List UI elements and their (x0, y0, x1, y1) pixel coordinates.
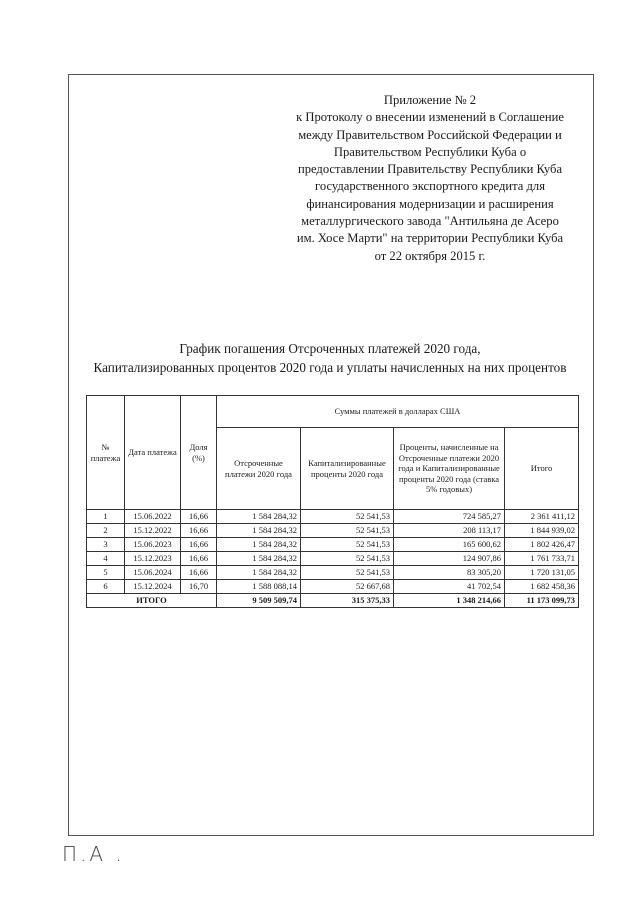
header-line: финансирования модернизации и расширения (306, 196, 554, 211)
payment-schedule-table (86, 395, 579, 608)
cell-total: 1 682 458,36 (505, 580, 579, 594)
cell-interest: 165 600,62 (394, 538, 505, 552)
header-line: предоставлении Правительству Республики Куба (297, 162, 563, 177)
header-line: Приложение № 2 (383, 93, 477, 107)
cell-share: 16,66 (181, 538, 217, 552)
cell-share: 16,66 (181, 566, 217, 580)
cell-num: 1 (87, 510, 125, 524)
appendix-header (268, 92, 592, 265)
header-line: к Протоколу о внесении изменений в Соглашение (296, 110, 564, 125)
cell-interest: 724 585,27 (394, 510, 505, 524)
cell-total: 1 844 939,02 (505, 524, 579, 538)
cell-capitalized: 52 541,53 (301, 538, 394, 552)
table-row (87, 538, 579, 552)
cell-share: 16,66 (181, 552, 217, 566)
handwritten-initials: П.А . (62, 842, 125, 866)
cell-total: 1 761 733,71 (505, 552, 579, 566)
header-interest: Проценты, начисленные на Отсроченные платежи 2020 года и Капитализированные проценты 2020 года (ставка 5% годовых) (394, 428, 505, 510)
cell-capitalized: 52 541,53 (301, 566, 394, 580)
cell-interest: 41 702,54 (394, 580, 505, 594)
header-payment-date: Дата платежа (125, 396, 181, 510)
cell-deferred: 1 588 088,14 (217, 580, 301, 594)
header-line: между Правительством Российской Федерации и (298, 127, 562, 142)
table-row (87, 566, 579, 580)
cell-total: 2 361 411,12 (505, 510, 579, 524)
totals-capitalized: 315 375,33 (301, 594, 394, 608)
cell-share: 16,66 (181, 524, 217, 538)
cell-date: 15.12.2022 (125, 524, 181, 538)
cell-date: 15.06.2022 (125, 510, 181, 524)
cell-num: 5 (87, 566, 125, 580)
cell-deferred: 1 584 284,32 (217, 510, 301, 524)
cell-deferred: 1 584 284,32 (217, 566, 301, 580)
table-row (87, 552, 579, 566)
totals-label: ИТОГО (87, 594, 217, 608)
table-row (87, 524, 579, 538)
header-deferred: Отсроченные платежи 2020 года (217, 428, 301, 510)
document-title (68, 340, 592, 377)
cell-capitalized: 52 541,53 (301, 552, 394, 566)
cell-capitalized: 52 667,68 (301, 580, 394, 594)
header-amounts-group: Суммы платежей в долларах США (217, 396, 579, 428)
totals-total: 11 173 099,73 (505, 594, 579, 608)
cell-interest: 124 907,86 (394, 552, 505, 566)
cell-share: 16,66 (181, 510, 217, 524)
cell-share: 16,70 (181, 580, 217, 594)
cell-num: 4 (87, 552, 125, 566)
cell-date: 15.12.2024 (125, 580, 181, 594)
cell-capitalized: 52 541,53 (301, 510, 394, 524)
cell-deferred: 1 584 284,32 (217, 538, 301, 552)
cell-deferred: 1 584 284,32 (217, 552, 301, 566)
header-line: Правительством Республики Куба о (333, 144, 527, 159)
header-payment-number: № платежа (87, 396, 125, 510)
cell-num: 3 (87, 538, 125, 552)
cell-date: 15.06.2024 (125, 566, 181, 580)
totals-row (87, 594, 579, 608)
cell-date: 15.06.2023 (125, 538, 181, 552)
cell-capitalized: 52 541,53 (301, 524, 394, 538)
header-line: от 22 октября 2015 г. (374, 248, 486, 263)
header-capitalized: Капитализированные проценты 2020 года (301, 428, 394, 510)
totals-deferred: 9 509 509,74 (217, 594, 301, 608)
cell-num: 2 (87, 524, 125, 538)
cell-total: 1 720 131,05 (505, 566, 579, 580)
header-line: государственного экспортного кредита для (315, 179, 545, 194)
title-line-2: Капитализированных процентов 2020 года и уплаты начисленных на них процентов (93, 359, 567, 375)
title-line-1: График погашения Отсроченных платежей 2020 года, (179, 341, 481, 356)
cell-total: 1 802 426,47 (505, 538, 579, 552)
totals-interest: 1 348 214,66 (394, 594, 505, 608)
cell-date: 15.12.2023 (125, 552, 181, 566)
table-row (87, 510, 579, 524)
cell-interest: 83 305,20 (394, 566, 505, 580)
cell-interest: 208 113,17 (394, 524, 505, 538)
cell-deferred: 1 584 284,32 (217, 524, 301, 538)
header-line: им. Хосе Марти" на территории Республики Куба (296, 231, 564, 246)
cell-num: 6 (87, 580, 125, 594)
table-row (87, 580, 579, 594)
header-total: Итого (505, 428, 579, 510)
header-line: металлургического завода "Антильяна де Асеро (301, 214, 559, 229)
header-share: Доля (%) (181, 396, 217, 510)
